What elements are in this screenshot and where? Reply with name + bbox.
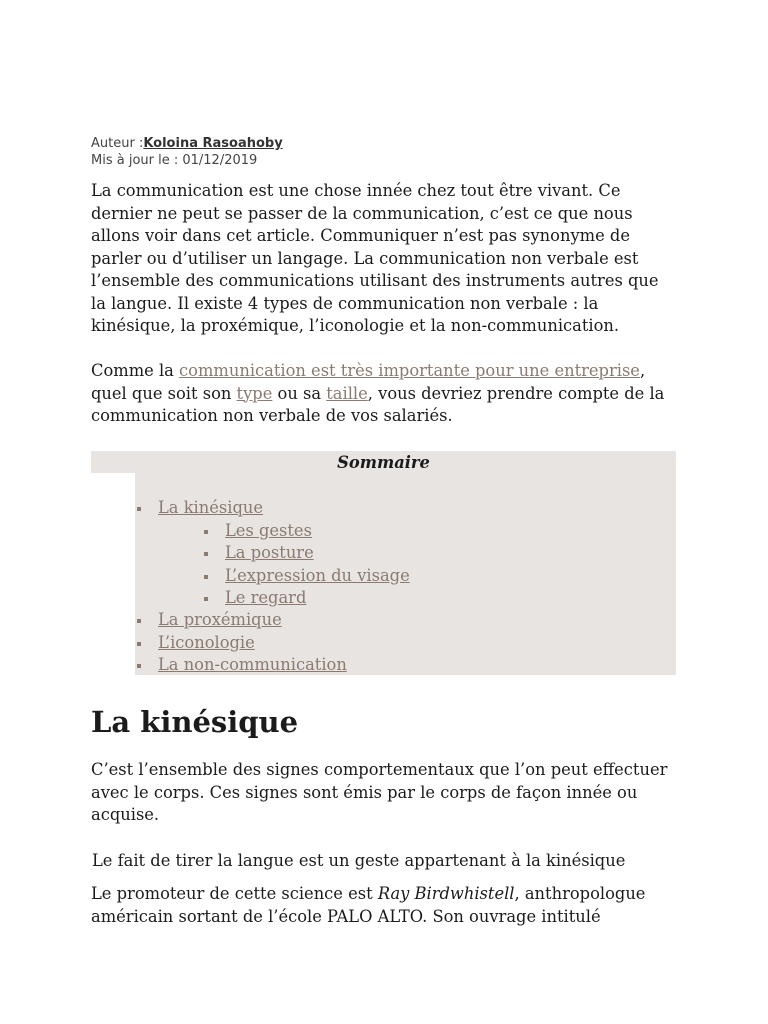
bullet-icon	[204, 597, 208, 601]
para-text: , anthropologue américain sortant de l’école PALO ALTO. Son ouvrage intitulé	[91, 884, 646, 926]
toc-item-regard[interactable]	[225, 587, 306, 610]
author-label: Auteur :	[91, 136, 144, 151]
toc-link[interactable]: La posture	[225, 543, 314, 562]
bullet-icon	[204, 575, 208, 579]
toc-link[interactable]: La proxémique	[158, 610, 282, 629]
updated-date: Mis à jour le : 01/12/2019	[91, 153, 258, 168]
toc-item-iconologie[interactable]	[158, 632, 255, 655]
toc-link[interactable]: La kinésique	[158, 498, 263, 517]
promoter-name: Ray Birdwhistell	[377, 884, 515, 903]
para-text: , vous devriez prendre compte de la communication non verbale de vos salariés.	[91, 383, 665, 425]
para-text: ou sa	[272, 383, 327, 403]
section-heading: La kinésique	[91, 705, 299, 739]
toc-link[interactable]: Les gestes	[225, 521, 312, 540]
author-link[interactable]: Koloina Rasoahoby	[143, 136, 283, 151]
link-communication-importante[interactable]: communication est très importante pour une entreprise	[179, 361, 640, 380]
author-line	[91, 135, 283, 152]
bullet-icon	[204, 530, 208, 534]
bullet-icon	[137, 642, 141, 646]
toc-item-expression[interactable]	[225, 565, 410, 588]
image-caption: Le fait de tirer la langue est un geste appartenant à la kinésique	[92, 851, 626, 870]
bullet-icon	[137, 507, 141, 511]
para-text: Le promoteur de cette science est	[91, 884, 378, 903]
intro-paragraph: La communication est une chose innée chez tout être vivant. Ce dernier ne peut se passer de la communication, c’est ce que nous allons voir dans cet article. Communiquer n’est pas synonyme de parler ou d’utiliser un langage. La communication non verbale est l’ensemble des communications utilisant des instruments autres que la langue. Il existe 4 types de communication non verbale : la kinésique, la proxémique, l’iconologie et la non-communication.	[91, 181, 659, 335]
bullet-icon	[204, 552, 208, 556]
para-text: , quel que soit son	[91, 361, 646, 403]
toc-link[interactable]: L’expression du visage	[225, 566, 410, 585]
toc-item-gestes[interactable]	[225, 520, 312, 543]
bullet-icon	[137, 664, 141, 668]
toc-item-posture[interactable]	[225, 542, 314, 565]
toc-link[interactable]: La non-communication	[158, 655, 347, 674]
kinesique-paragraph: C’est l’ensemble des signes comportementaux que l’on peut effectuer avec le corps. Ces signes sont émis par le corps de façon innée ou acquise.	[91, 760, 668, 824]
company-paragraph	[91, 360, 676, 428]
toc-item-non-communication[interactable]	[158, 654, 347, 677]
bullet-icon	[137, 619, 141, 623]
table-of-contents	[91, 451, 676, 676]
toc-title: Sommaire	[337, 453, 430, 472]
para-text: Comme la	[91, 361, 180, 380]
link-taille[interactable]: taille	[326, 383, 368, 403]
promoter-paragraph	[91, 883, 676, 928]
link-type[interactable]: type	[236, 383, 273, 403]
toc-link[interactable]: Le regard	[225, 588, 307, 607]
toc-item-proxemique[interactable]	[158, 609, 282, 632]
toc-item-kinesique[interactable]	[158, 497, 263, 520]
toc-link[interactable]: L’iconologie	[158, 633, 255, 652]
